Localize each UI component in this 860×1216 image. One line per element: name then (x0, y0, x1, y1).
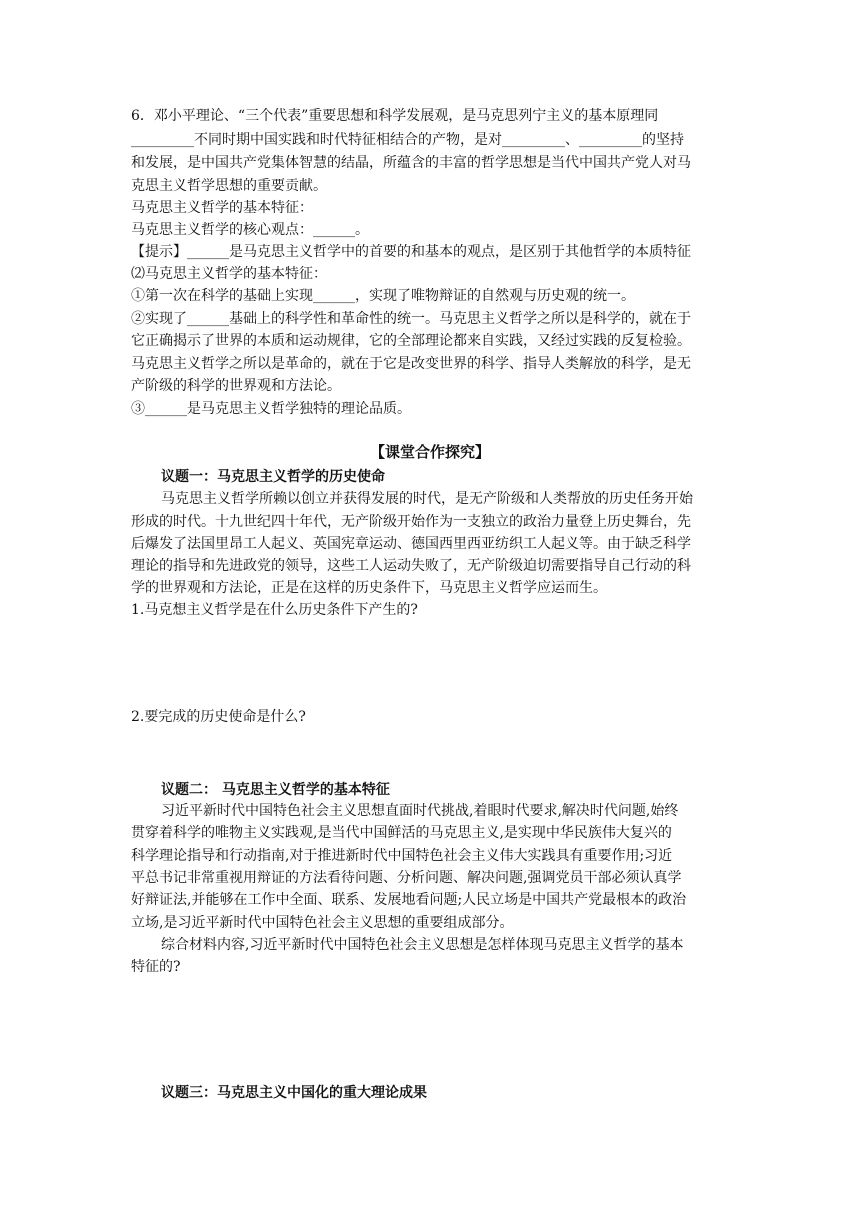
text-line: 马克思主义哲学的核心观点：______。 (131, 222, 369, 238)
paragraph-line: 后爆发了法国里昂工人起义、英国宪章运动、德国西里西亚纺织工人起义等。由于缺乏科学 (131, 536, 691, 552)
topic-title: 议题三：马克思主义中国化的重大理论成果 (161, 1085, 427, 1101)
paragraph-line: 平总书记非常重视用辩证的方法看待问题、分析问题、解决问题,强调党员干部必须认真学 (131, 870, 682, 886)
paragraph-line: 形成的时代。十九世纪四十年代，无产阶级开始作为一支独立的政治力量登上历史舞台，先 (131, 514, 691, 530)
text-line: 它正确揭示了世界的本质和运动规律，它的全部理论都来自实践，又经过实践的反复检验。 (131, 333, 691, 349)
paragraph-line: 理论的指导和先进政党的领导，这些工人运动失败了，无产阶级迫切需要指导自己行动的科 (131, 558, 691, 574)
paragraph-line: 习近平新时代中国特色社会主义思想直面时代挑战,着眼时代要求,解决时代问题,始终 (161, 803, 679, 819)
paragraph-line: 贯穿着科学的唯物主义实践观,是当代中国鲜活的马克思主义,是实现中华民族伟大复兴的 (131, 825, 672, 841)
paragraph-line: 马克思主义哲学所赖以创立并获得发展的时代，是无产阶级和人类帮放的历史任务开始 (161, 491, 693, 507)
topic-title: 议题一：马克思主义哲学的历史使命 (161, 469, 385, 485)
text-line: ⑵马克思主义哲学的基本特征： (131, 266, 327, 282)
paragraph-line: 科学理论指导和行动指南,对于推进新时代中国特色社会主义伟大实践具有重要作用;习近 (131, 848, 673, 864)
text-line: 马克思主义哲学之所以是革命的，就在于它是改变世界的科学、指导人类解放的科学，是无 (131, 356, 691, 372)
section-heading: 【课堂合作探究】 (369, 443, 490, 461)
question: 2.要完成的历史使命是什么? (131, 709, 306, 725)
question: 综合材料内容,习近平新时代中国特色社会主义思想是怎样体现马克思主义哲学的基本 (161, 937, 684, 953)
text-line: 和发展，是中国共产党集体智慧的结晶，所蕴含的丰富的哲学思想是当代中国共产党人对马 (131, 155, 691, 171)
text-line: ①第一次在科学的基础上实现______，实现了唯物辩证的自然观与历史观的统一。 (131, 288, 635, 304)
text-line: _________不同时期中国实践和时代特征相结合的产物，是对_________、_________的坚持 (131, 132, 684, 148)
question: 1.马克想主义哲学是在什么历史条件下产生的? (131, 602, 418, 618)
text-line: 克思主义哲学思想的重要贡献。 (131, 178, 327, 194)
topic-title: 议题二： 马克思主义哲学的基本特征 (161, 782, 390, 798)
paragraph-line: 学的世界观和方法论，正是在这样的历史条件下，马克思主义哲学应运而生。 (131, 580, 607, 596)
question: 特征的? (131, 959, 181, 975)
text-line: 马克思主义哲学的基本特征： (131, 200, 313, 216)
text-line: ③______是马克思主义哲学独特的理论品质。 (131, 401, 411, 417)
text-line: ②实现了______基础上的科学性和革命性的统一。马克思主义哲学之所以是科学的，就在于 (131, 311, 691, 327)
paragraph-line: 立场,是习近平新时代中国特色社会主义思想的重要组成部分。 (131, 915, 514, 931)
text-line: 产阶级的科学的世界观和方法论。 (131, 378, 341, 394)
text-line: 6．邓小平理论、“三个代表”重要思想和科学发展观，是马克思列宁主义的基本原理同 (131, 108, 659, 124)
paragraph-line: 好辩证法,并能够在工作中全面、联系、发展地看问题;人民立场是中国共产党最根本的政治 (131, 892, 687, 908)
text-line: 【提示】______是马克思主义哲学中的首要的和基本的观点，是区别于其他哲学的本质特征 (131, 244, 691, 260)
